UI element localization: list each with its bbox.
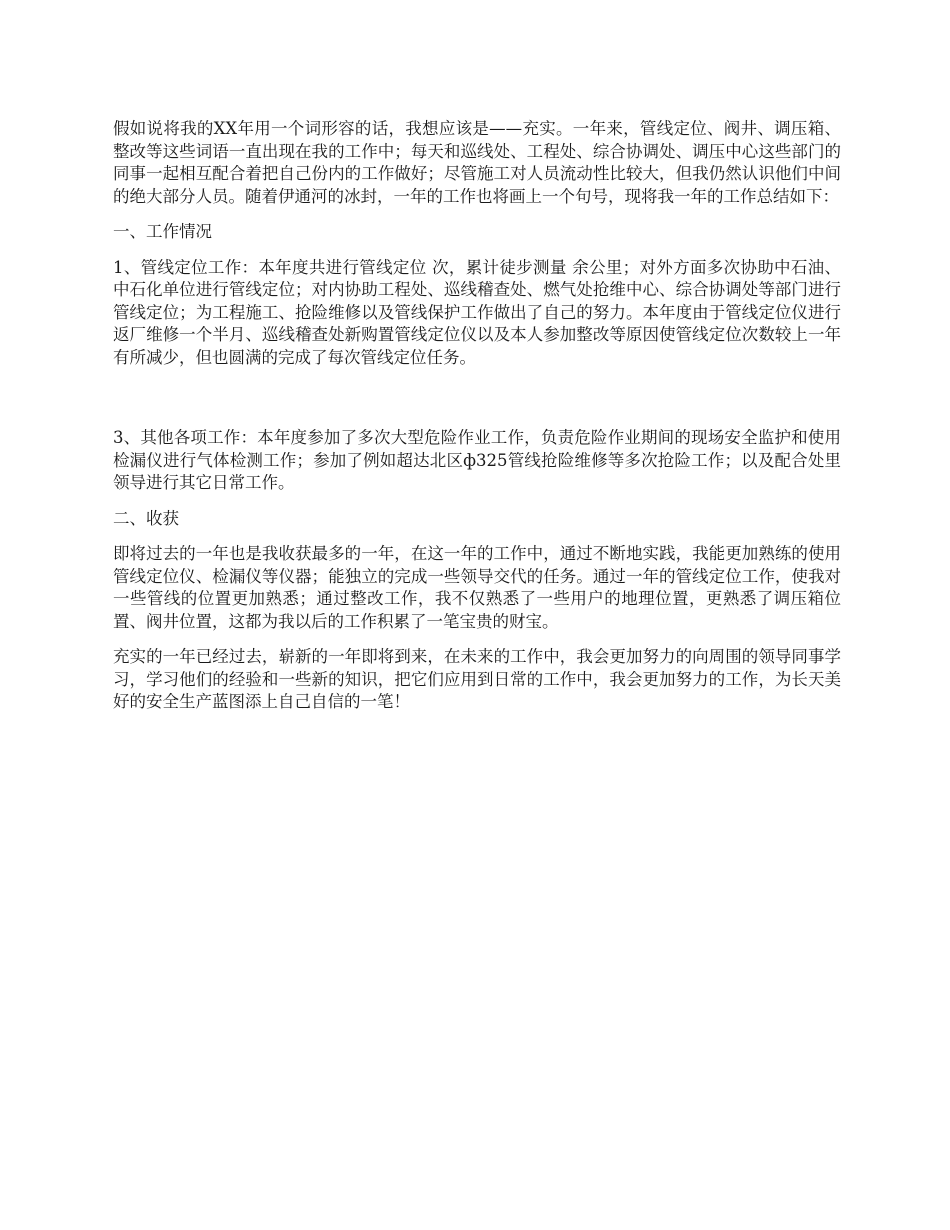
closing-paragraph: 充实的一年已经过去，崭新的一年即将到来，在未来的工作中，我会更加努力的向周围的领导同事学习，学习他们的经验和一些新的知识，把它们应用到日常的工作中，我会更加努力的工作，为长天美好的安全生产蓝图添上自己自信的一笔！ — [113, 647, 841, 711]
paragraph-gains: 即将过去的一年也是我收获最多的一年，在这一年的工作中，通过不断地实践，我能更加熟练的使用管线定位仪、检漏仪等仪器；能独立的完成一些领导交代的任务。通过一年的管线定位工作，使我对一些管线的位置更加熟悉；通过整改工作，我不仅熟悉了一些用户的地理位置，更熟悉了调压箱位置、阀井位置，这都为我以后的工作积累了一笔宝贵的财宝。 — [113, 544, 841, 631]
section-heading-work: 一、工作情况 — [113, 222, 212, 241]
section-heading-gains: 二、收获 — [113, 508, 179, 528]
intro-paragraph: 假如说将我的XX年用一个词形容的话，我想应该是——充实。一年来，管线定位、阀井、调压箱、整改等这些词语一直出现在我的工作中；每天和巡线处、工程处、综合协调处、调压中心这些部门的同事一起相互配合着把自己份内的工作做好；尽管施工对人员流动性比较大，但我仍然认识他们中间的绝大部分人员。随着伊通河的冰封，一年的工作也将画上一个句号，现将我一年的工作总结如下： — [113, 119, 841, 206]
paragraph-other-work: 3、其他各项工作：本年度参加了多次大型危险作业工作，负责危险作业期间的现场安全监护和使用检漏仪进行气体检测工作；参加了例如超达北区ф325管线抢险维修等多次抢险工作；以及配合处里领导进行其它日常工作。 — [113, 428, 841, 492]
paragraph-pipeline-locating: 1、管线定位工作：本年度共进行管线定位 次，累计徒步测量 余公里；对外方面多次协助中石油、中石化单位进行管线定位；对内协助工程处、巡线稽查处、燃气处抢维中心、综合协调处等部门进行管线定位；为工程施工、抢险维修以及管线保护工作做出了自己的努力。本年度由于管线定位仪进行返厂维修一个半月、巡线稽查处新购置管线定位仪以及本人参加整改等原因使管线定位次数较上一年有所减少，但也圆满的完成了每次管线定位任务。 — [113, 257, 841, 367]
document-body — [113, 118, 841, 727]
